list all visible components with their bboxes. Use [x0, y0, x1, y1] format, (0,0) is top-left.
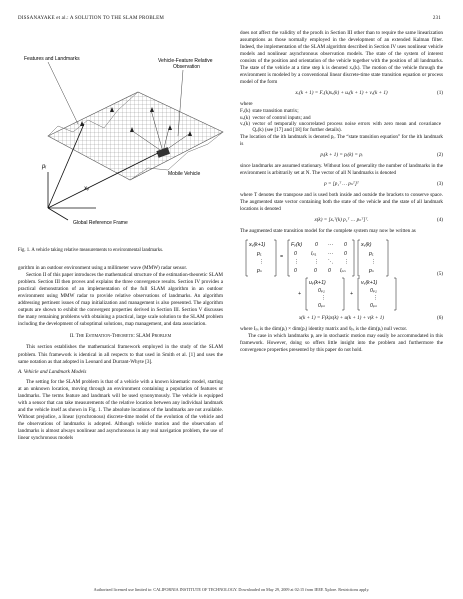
- paragraph: does not affect the validity of the proofs in Section III other than to require the same linearization assumptions as those normally employed in the development of an extended Kalman filter. Indeed, the implementation of the SLAM algorithm described in Section IV uses nonlinear vehicle models and nonlinear asynchronous observation models. The state of the system of interest consists of the position and orientation of the vehicle together with the position of all landmarks. The state of the vehicle at a time step k is denoted xᵥ(k). The motion of the vehicle through the environment is modeled by a conventional linear discrete-time state transition equation or process model of the form: [240, 30, 443, 86]
- svg-text:p₁: p₁: [257, 251, 262, 258]
- svg-text:0: 0: [328, 268, 331, 275]
- paragraph: gorithm in an outdoor environment using a millimeter wave (MMW) radar sensor.: [18, 265, 188, 271]
- svg-text:uᵥ(k+1): uᵥ(k+1): [309, 280, 326, 287]
- svg-text:xᵥ(k): xᵥ(k): [361, 242, 372, 249]
- fig-label-vehicle: Mobile Vehicle: [168, 171, 201, 177]
- paragraph: The setting for the SLAM problem is that of a vehicle with a known kinematic model, starting at an unknown location, moving through an environment containing a population of features or landmarks. The terms feature and landmark will be used synonymously. The vehicle is equipped with a sensor that can take measurements of the relative location between any individual landmark and the vehicle itself as shown in Fig. 1. The absolute locations of the landmarks are not available. Without prejudice, a linear (synchronous) discrete-time model of the evolution of the vehicle and the observations of landmarks is adopted. Although vehicle motion and the observation of landmarks is almost always nonlinear and asynchronous in any real navigation problem, the use of linear synchronous models: [18, 378, 223, 442]
- svg-text:Fᵥ(k): Fᵥ(k): [291, 242, 303, 249]
- svg-text:p₁: p₁: [369, 251, 374, 258]
- figure-1: [18, 40, 230, 240]
- fig-label-frame: Global Reference Frame: [73, 220, 128, 226]
- svg-text:⋱: ⋱: [328, 259, 334, 266]
- paragraph: The augmented state transition model for the complete system may now be written as: [240, 228, 416, 235]
- svg-text:0: 0: [315, 242, 318, 249]
- svg-text:vᵥ(k+1): vᵥ(k+1): [361, 280, 378, 287]
- svg-text:⋮: ⋮: [373, 295, 379, 302]
- svg-text:0ₚ₁: 0ₚ₁: [318, 288, 325, 295]
- equation-5: [240, 238, 443, 312]
- running-header: DISSANAYAKE et al.: A SOLUTION TO THE SLAM PROBLEM: [18, 16, 165, 21]
- paragraph: The location of the ith landmark is denoted pᵢ. The “state transition equation” for the ith landmark is: [240, 133, 443, 147]
- fig-label-features: Features and Landmarks: [24, 56, 80, 62]
- svg-text:⋮: ⋮: [344, 259, 350, 266]
- svg-text:Iₚₙ: Iₚₙ: [340, 268, 346, 275]
- figure-caption: Fig. 1. A vehicle taking relative measurements to environmental landmarks.: [18, 248, 164, 253]
- svg-text:+: +: [350, 291, 354, 298]
- svg-text:⋯: ⋯: [328, 242, 334, 249]
- svg-text:0: 0: [344, 242, 347, 249]
- svg-text:Iₚ₁: Iₚ₁: [311, 251, 317, 258]
- fig-label-relative: Vehicle-Feature Relative Observation: [158, 58, 213, 70]
- svg-text:0: 0: [294, 251, 297, 258]
- svg-text:⋮: ⋮: [259, 259, 265, 266]
- fig-label-xv: xᵥ: [84, 186, 90, 192]
- license-footer: Authorized licensed use limited to: CALIFORNIA INSTITUTE OF TECHNOLOGY. Downloaded on May 29, 2009 at 02:15 from IEEE Xplore. Restrictions apply.: [93, 587, 370, 592]
- svg-text:⋮: ⋮: [321, 295, 327, 302]
- svg-text:pₙ: pₙ: [369, 268, 374, 275]
- terrain-surface: [48, 92, 223, 180]
- where-label: where: [240, 101, 253, 108]
- right-column: [240, 30, 443, 354]
- equation-5-number: (5): [437, 271, 443, 278]
- paragraph: Section II of this paper introduces the mathematical structure of the estimation-theoretic SLAM problem. Section III then proves and explains the three convergence results. Section IV provides a practical demonstration of an implementation of the full SLAM algorithm in an outdoor environment using MMW radar to provide relative observations of landmarks. An algorithm addressing pertinent issues of map initialization and management is also presented. The algorithm outputs are shown to exhibit the convergent properties derived in Section III. Section V discusses the many remaining problems with obtaining a practical, large scale solution to the SLAM problem including the development of suboptimal solutions, map management, and data association.: [18, 272, 223, 328]
- svg-text:⋯: ⋯: [328, 251, 334, 258]
- paragraph: where Iₚᵢ is the dim(pᵢ) × dim(pᵢ) identity matrix and 0ₚᵢ is the dim(pᵢ) null vector.: [240, 326, 408, 333]
- subsection-heading: A. Vehicle and Landmark Models: [18, 368, 87, 375]
- paragraph: where T denotes the transpose and is used both inside and outside the brackets to conserve space. The augmented state vector containing both the state of the vehicle and the state of all landmark locations is denoted: [240, 191, 443, 213]
- svg-text:⋮: ⋮: [371, 259, 377, 266]
- paragraph: This section establishes the mathematical framework employed in the study of the SLAM problem. This framework is identical in all respects to that used in Smith et al. [1] and uses the same notation as that adopted in Leonard and Durrant-Whyte [3].: [18, 344, 223, 365]
- paragraph: The case in which landmarks pᵢ are in stochastic motion may easily be accommodated in this framework. However, doing so offers little insight into the problem and furthermore the convergence properties presented by this paper do not hold.: [240, 333, 443, 354]
- svg-text:xᵥ(k+1): xᵥ(k+1): [249, 242, 266, 249]
- svg-text:=: =: [280, 254, 284, 261]
- page-number: 231: [432, 16, 441, 21]
- svg-text:pₙ: pₙ: [257, 268, 262, 275]
- where-list: Fᵥ(k) state transition matrix; uᵥ(k) vector of control inputs; and vᵥ(k) vector of temporally uncorrelated process noise errors with zero mean and covariance Qᵥ(k) (see [17] and [18] for further details).: [240, 108, 441, 134]
- svg-text:0: 0: [344, 251, 347, 258]
- svg-text:⋮: ⋮: [314, 259, 320, 266]
- equation-6: x(k + 1) = F(k)x(k) + u(k + 1) + v(k + 1) (6): [298, 315, 443, 322]
- svg-text:⋮: ⋮: [294, 259, 300, 266]
- svg-text:0ₚ₁: 0ₚ₁: [370, 288, 377, 295]
- left-column: [18, 265, 223, 442]
- svg-text:0: 0: [294, 268, 297, 275]
- equation-1: xᵥ(k + 1) = Fᵥ(k)xᵥ(k) + uᵥ(k + 1) + vᵥ(k + 1) (1): [295, 90, 443, 97]
- svg-text:+: +: [298, 291, 302, 298]
- svg-text:0ₚₙ: 0ₚₙ: [370, 303, 378, 310]
- section-heading: II. The Estimation-Theoretic SLAM Problem: [69, 333, 172, 340]
- paragraph: since landmarks are assumed stationary. Without loss of generality the number of landmarks in the environment is arbitrarily set at N. The vector of all N landmarks is denoted: [240, 162, 443, 176]
- equation-2: pᵢ(k + 1) = pᵢ(k) = pᵢ (2): [320, 151, 443, 158]
- equation-4: x(k) = [xᵥᵀ(k) p₁ᵀ … pₙᵀ]ᵀ. (4): [314, 217, 443, 224]
- equation-3: p = [p₁ᵀ … pₙᵀ]ᵀ (3): [324, 180, 443, 187]
- svg-text:0ₚₙ: 0ₚₙ: [318, 303, 326, 310]
- svg-text:0: 0: [314, 268, 317, 275]
- fig-label-pi: pᵢ: [42, 164, 47, 170]
